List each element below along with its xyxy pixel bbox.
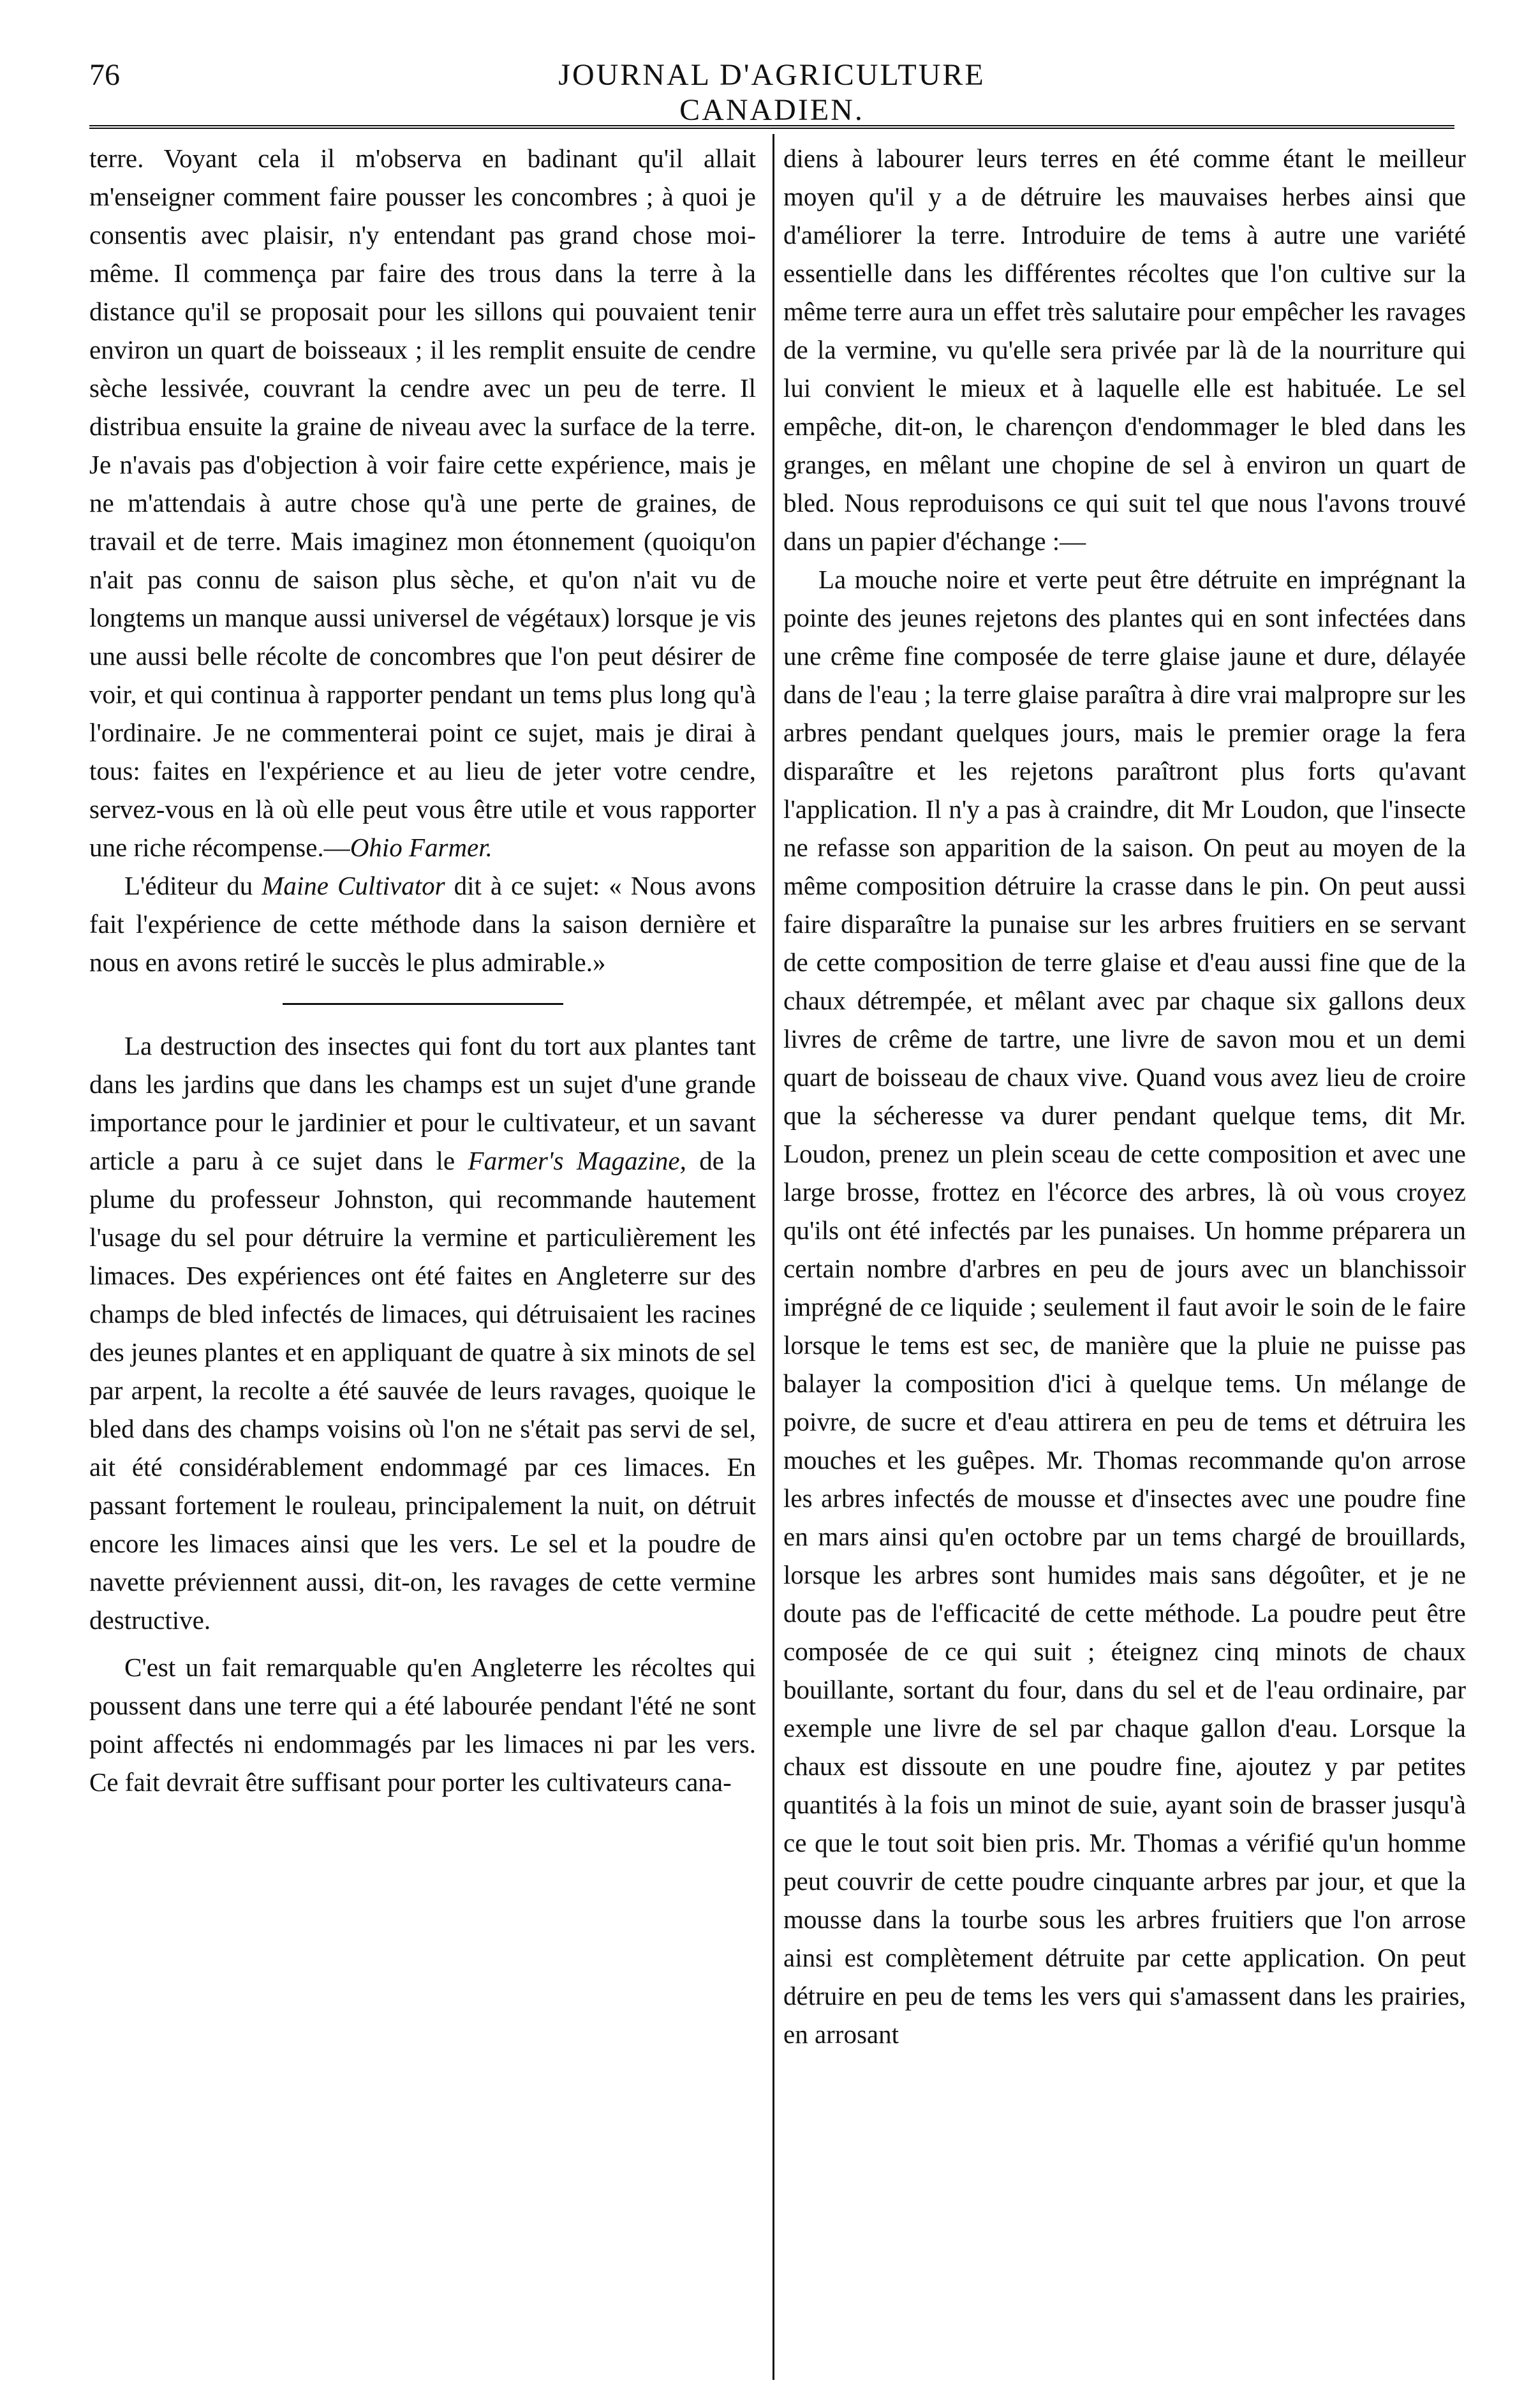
page-number: 76 <box>89 58 120 92</box>
cucumber-text: terre. Voyant cela il m'observa en badinant qu'il allait m'enseigner comment faire pousser les concombres ; à quoi je consentis avec plaisir, n'y entendant pas grand chose moi-même. Il commença par faire des trous dans la terre à la distance qu'il se proposait pour les sillons qui pouvaient tenir environ un quart de boisseaux ; il les remplit ensuite de cendre sèche lessivée, couvrant la cendre avec un peu de terre. Il distribua ensuite la graine de niveau avec la surface de la terre. Je n'avais pas d'objection à voir faire cette expérience, mais je ne m'attendais à autre chose qu'à une perte de graines, de travail et de terre. Mais imaginez mon étonnement (quoiqu'on n'ait pas connu de saison plus sèche, et qu'on n'ait vu de longtems un manque aussi universel de végétaux) lorsque je vis une aussi belle récolte de concombres que l'on peut désirer de voir, et qui continua à rapporter pendant un tems plus long qu'à l'ordinaire. Je ne commenterai point ce sujet, mais je dirai à tous: faites en l'expérience et au lieu de jeter votre cendre, servez-vous en là où elle peut vous être utile et vous rapporter une riche récompense.— <box>89 144 756 862</box>
fly-remedy-paragraph: La mouche noire et verte peut être détruite en imprégnant la pointe des jeunes rejetons des plantes qui en sont infectées dans une crême fine composée de terre glaise jaune et dure, délayée dans de l'eau ; la terre glaise paraîtra à dire vrai malpropre sur les arbres pendant quelques jours, mais le premier orage la fera disparaître et les rejetons paraîtront plus forts qu'avant l'application. Il n'y a pas à craindre, dit Mr Loudon, que l'insecte ne refasse son apparition de la saison. On peut au moyen de la même composition détruire la crasse dans le pin. On peut aussi faire disparaître la punaise sur les arbres fruitiers en se servant de cette composition de terre glaise et d'eau aussi fine que de la chaux détrempée, et mêlant avec par chaque six gallons deux livres de crême de tartre, une livre de savon mou et un demi quart de boisseau de chaux vive. Quand vous avez lieu de croire que la sécheresse va durer pendant quelque tems, dit Mr. Loudon, prenez un plein sceau de cette composition et avec une large brosse, frottez en l'écorce des arbres, là où vous croyez qu'ils ont été infectés par les punaises. Un homme préparera un certain nombre d'arbres en peu de jours avec un blanchissoir imprégné de ce liquide ; seulement il faut avoir le soin de le faire lorsque le tems est sec, de manière que la pluie ne puisse pas balayer la composition d'ici à quelque tems. Un mélange de poivre, de sucre et d'eau attirera en peu de tems et détruira les mouches et les guêpes. Mr. Thomas recommande qu'on arrose les arbres infectés de mousse et d'insectes avec une poudre fine en mars ainsi qu'en octobre par un tems chargé de brouillards, lorsque les arbres sont humides mais sans dégoûter, et je ne doute pas de l'efficacité de cette méthode. La poudre peut être composée de ce qui suit ; éteignez cinq minots de chaux bouillante, sortant du four, dans du sel et de l'eau ordinaire, par exemple une livre de sel par chaque gallon d'eau. Lorsque la chaux est dissoute en une poudre fine, ajoutez y par petites quantités à la fois un minot de suie, ayant soin de brasser jusqu'à ce que le tout soit bien pris. Mr. Thomas a vérifié qu'un homme peut couvrir de cette poudre cinquante arbres par jour, et que la mousse dans la tourbe sous les arbres fruitiers que l'on arrose ainsi est complètement détruite par cette application. On peut détruire en peu de tems les vers qui s'amassent dans les prairies, en arrosant <box>783 565 1466 2049</box>
right-column <box>783 139 1466 2053</box>
source-attribution: Ohio Farmer. <box>350 833 492 862</box>
editor-quote-paragraph: L'éditeur du Maine Cultivator dit à ce sujet: « Nous avons fait l'expérience de cette méthode dans la saison dernière et nous en avons retiré le succès le plus admirable.» <box>89 871 756 977</box>
publication-name: Maine Cultivator <box>262 871 445 900</box>
continuation-paragraph: diens à labourer leurs terres en été comme étant le meilleur moyen qu'il y a de détruire les mauvaises herbes ainsi que d'améliorer la terre. Introduire de tems à autre une variété essentielle dans les différentes récoltes que l'on cultive sur la même terre aura un effet très salutaire pour empêcher les ravages de la vermine, vu qu'elle sera privée par là de la nourriture qui lui convient le mieux et à laquelle elle est habituée. Le sel empêche, dit-on, le charençon d'endommager le bled dans les granges, en mêlant une chopine de sel à environ un quart de bled. Nous reproduisons ce qui suit tel que nous l'avons trouvé dans un papier d'échange :— <box>783 144 1466 556</box>
header-rule <box>89 125 1454 131</box>
summer-plowing-paragraph: C'est un fait remarquable qu'en Angleterre les récoltes qui poussent dans une terre qui a été labourée pendant l'été ne sont point affectés ni endommagés par les limaces ni par les vers. Ce fait devrait être suffisant pour porter les cultivateurs cana- <box>89 1653 756 1797</box>
section-separator <box>283 1003 563 1005</box>
left-column <box>89 139 756 1801</box>
insect-destruction-paragraph: La destruction des insectes qui font du tort aux plantes tant dans les jardins que dans les champs est un sujet d'une grande importance pour le jardinier et pour le cultivateur, et un savant article a paru à ce sujet dans le Farmer's Magazine, de la plume du professeur Johnston, qui recommande hautement l'usage du sel pour détruire la vermine et particulièrement les limaces. Des expériences ont été faites en Angleterre sur des champs de bled infectés de limaces, qui détruisaient les racines des jeunes plantes et en appliquant de quatre à six minots de sel par arpent, la recolte a été sauvée de leurs ravages, quoique le bled dans des champs voisins où l'on ne s'était pas servi de sel, ait été considérablement endommagé par ces limaces. En passant fortement le rouleau, principalement la nuit, on détruit encore les limaces ainsi que les vers. Le sel et la poudre de navette préviennent aussi, dit-on, les ravages de cette vermine destructive. <box>89 1031 756 1635</box>
running-title: JOURNAL D'AGRICULTURE CANADIEN. <box>558 58 986 127</box>
publication-name: Farmer's Magazine, <box>468 1146 686 1175</box>
cucumber-paragraph <box>89 139 756 866</box>
page-header <box>0 57 1538 127</box>
column-divider <box>773 134 774 2380</box>
